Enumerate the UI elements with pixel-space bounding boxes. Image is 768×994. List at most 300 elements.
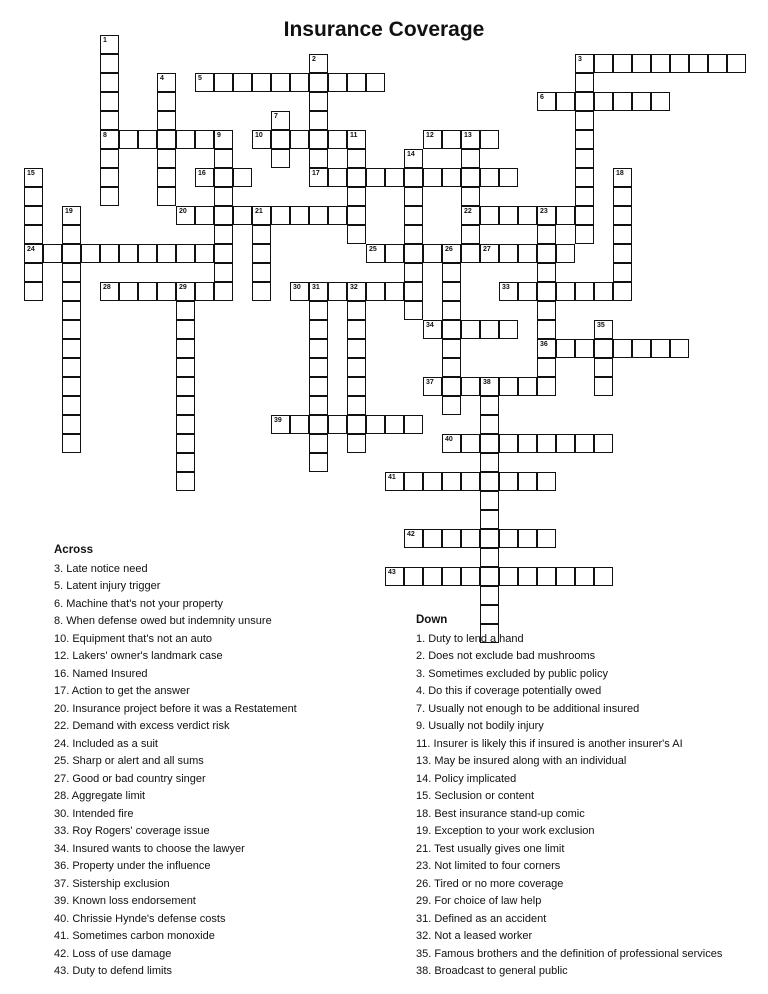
grid-cell[interactable] <box>119 130 138 149</box>
grid-cell[interactable] <box>537 263 556 282</box>
grid-cell[interactable] <box>309 282 328 301</box>
grid-cell[interactable] <box>100 130 119 149</box>
grid-cell[interactable] <box>404 567 423 586</box>
grid-cell[interactable] <box>385 244 404 263</box>
grid-cell[interactable] <box>100 282 119 301</box>
grid-cell[interactable] <box>423 377 442 396</box>
grid-cell[interactable] <box>271 206 290 225</box>
grid-cell[interactable] <box>613 54 632 73</box>
grid-cell[interactable] <box>24 263 43 282</box>
grid-cell[interactable] <box>347 282 366 301</box>
grid-cell[interactable] <box>157 244 176 263</box>
grid-cell[interactable] <box>404 206 423 225</box>
grid-cell[interactable] <box>347 434 366 453</box>
grid-cell[interactable] <box>62 396 81 415</box>
grid-cell[interactable] <box>499 529 518 548</box>
grid-cell[interactable] <box>613 263 632 282</box>
grid-cell[interactable] <box>461 377 480 396</box>
grid-cell[interactable] <box>575 73 594 92</box>
grid-cell[interactable] <box>423 130 442 149</box>
grid-cell[interactable] <box>575 434 594 453</box>
grid-cell[interactable] <box>195 282 214 301</box>
grid-cell[interactable] <box>613 168 632 187</box>
grid-cell[interactable] <box>442 130 461 149</box>
grid-cell[interactable] <box>24 282 43 301</box>
grid-cell[interactable] <box>290 206 309 225</box>
grid-cell[interactable] <box>385 168 404 187</box>
grid-cell[interactable] <box>214 168 233 187</box>
grid-cell[interactable] <box>252 130 271 149</box>
grid-cell[interactable] <box>24 244 43 263</box>
grid-cell[interactable] <box>214 206 233 225</box>
grid-cell[interactable] <box>290 130 309 149</box>
grid-cell[interactable] <box>347 73 366 92</box>
grid-cell[interactable] <box>518 244 537 263</box>
grid-cell[interactable] <box>62 282 81 301</box>
grid-cell[interactable] <box>613 244 632 263</box>
grid-cell[interactable] <box>385 415 404 434</box>
grid-cell[interactable] <box>328 206 347 225</box>
grid-cell[interactable] <box>404 263 423 282</box>
grid-cell[interactable] <box>176 320 195 339</box>
grid-cell[interactable] <box>309 358 328 377</box>
grid-cell[interactable] <box>176 339 195 358</box>
grid-cell[interactable] <box>518 377 537 396</box>
grid-cell[interactable] <box>651 54 670 73</box>
grid-cell[interactable] <box>100 54 119 73</box>
grid-cell[interactable] <box>309 320 328 339</box>
grid-cell[interactable] <box>499 567 518 586</box>
grid-cell[interactable] <box>81 244 100 263</box>
grid-cell[interactable] <box>518 282 537 301</box>
grid-cell[interactable] <box>309 130 328 149</box>
grid-cell[interactable] <box>309 92 328 111</box>
grid-cell[interactable] <box>689 54 708 73</box>
grid-cell[interactable] <box>62 358 81 377</box>
grid-cell[interactable] <box>537 244 556 263</box>
grid-cell[interactable] <box>233 206 252 225</box>
grid-cell[interactable] <box>404 282 423 301</box>
grid-cell[interactable] <box>252 263 271 282</box>
grid-cell[interactable] <box>556 206 575 225</box>
grid-cell[interactable] <box>442 339 461 358</box>
grid-cell[interactable] <box>442 434 461 453</box>
grid-cell[interactable] <box>290 282 309 301</box>
grid-cell[interactable] <box>461 130 480 149</box>
grid-cell[interactable] <box>556 282 575 301</box>
grid-cell[interactable] <box>214 149 233 168</box>
grid-cell[interactable] <box>594 377 613 396</box>
grid-cell[interactable] <box>480 510 499 529</box>
grid-cell[interactable] <box>575 282 594 301</box>
grid-cell[interactable] <box>442 263 461 282</box>
grid-cell[interactable] <box>575 130 594 149</box>
grid-cell[interactable] <box>138 244 157 263</box>
grid-cell[interactable] <box>347 130 366 149</box>
grid-cell[interactable] <box>594 320 613 339</box>
grid-cell[interactable] <box>309 206 328 225</box>
grid-cell[interactable] <box>62 377 81 396</box>
grid-cell[interactable] <box>461 244 480 263</box>
grid-cell[interactable] <box>309 453 328 472</box>
grid-cell[interactable] <box>632 54 651 73</box>
grid-cell[interactable] <box>480 472 499 491</box>
grid-cell[interactable] <box>518 529 537 548</box>
grid-cell[interactable] <box>499 320 518 339</box>
grid-cell[interactable] <box>176 434 195 453</box>
grid-cell[interactable] <box>233 168 252 187</box>
grid-cell[interactable] <box>404 301 423 320</box>
grid-cell[interactable] <box>62 301 81 320</box>
grid-cell[interactable] <box>309 111 328 130</box>
grid-cell[interactable] <box>214 225 233 244</box>
grid-cell[interactable] <box>309 301 328 320</box>
grid-cell[interactable] <box>461 567 480 586</box>
grid-cell[interactable] <box>366 244 385 263</box>
grid-cell[interactable] <box>366 415 385 434</box>
grid-cell[interactable] <box>518 434 537 453</box>
grid-cell[interactable] <box>537 434 556 453</box>
grid-cell[interactable] <box>518 567 537 586</box>
grid-cell[interactable] <box>252 282 271 301</box>
grid-cell[interactable] <box>214 244 233 263</box>
grid-cell[interactable] <box>594 339 613 358</box>
grid-cell[interactable] <box>556 244 575 263</box>
grid-cell[interactable] <box>537 529 556 548</box>
grid-cell[interactable] <box>442 320 461 339</box>
grid-cell[interactable] <box>575 567 594 586</box>
grid-cell[interactable] <box>632 339 651 358</box>
grid-cell[interactable] <box>157 168 176 187</box>
grid-cell[interactable] <box>404 529 423 548</box>
grid-cell[interactable] <box>423 529 442 548</box>
grid-cell[interactable] <box>309 434 328 453</box>
grid-cell[interactable] <box>271 149 290 168</box>
grid-cell[interactable] <box>119 244 138 263</box>
grid-cell[interactable] <box>24 206 43 225</box>
grid-cell[interactable] <box>62 225 81 244</box>
grid-cell[interactable] <box>328 415 347 434</box>
grid-cell[interactable] <box>480 434 499 453</box>
grid-cell[interactable] <box>442 567 461 586</box>
grid-cell[interactable] <box>100 244 119 263</box>
grid-cell[interactable] <box>347 187 366 206</box>
grid-cell[interactable] <box>480 244 499 263</box>
grid-cell[interactable] <box>461 529 480 548</box>
grid-cell[interactable] <box>347 168 366 187</box>
grid-cell[interactable] <box>537 472 556 491</box>
grid-cell[interactable] <box>100 92 119 111</box>
grid-cell[interactable] <box>651 339 670 358</box>
grid-cell[interactable] <box>404 244 423 263</box>
grid-cell[interactable] <box>442 282 461 301</box>
grid-cell[interactable] <box>537 225 556 244</box>
grid-cell[interactable] <box>461 434 480 453</box>
grid-cell[interactable] <box>252 244 271 263</box>
grid-cell[interactable] <box>100 149 119 168</box>
grid-cell[interactable] <box>309 377 328 396</box>
grid-cell[interactable] <box>556 434 575 453</box>
grid-cell[interactable] <box>62 434 81 453</box>
grid-cell[interactable] <box>404 415 423 434</box>
grid-cell[interactable] <box>461 472 480 491</box>
grid-cell[interactable] <box>537 301 556 320</box>
grid-cell[interactable] <box>271 415 290 434</box>
grid-cell[interactable] <box>176 472 195 491</box>
grid-cell[interactable] <box>176 130 195 149</box>
grid-cell[interactable] <box>176 282 195 301</box>
grid-cell[interactable] <box>594 54 613 73</box>
grid-cell[interactable] <box>480 320 499 339</box>
grid-cell[interactable] <box>480 567 499 586</box>
grid-cell[interactable] <box>556 567 575 586</box>
grid-cell[interactable] <box>480 206 499 225</box>
grid-cell[interactable] <box>214 263 233 282</box>
grid-cell[interactable] <box>613 225 632 244</box>
grid-cell[interactable] <box>594 282 613 301</box>
grid-cell[interactable] <box>480 396 499 415</box>
grid-cell[interactable] <box>157 73 176 92</box>
grid-cell[interactable] <box>176 453 195 472</box>
grid-cell[interactable] <box>271 111 290 130</box>
grid-cell[interactable] <box>195 130 214 149</box>
grid-cell[interactable] <box>404 168 423 187</box>
grid-cell[interactable] <box>613 206 632 225</box>
grid-cell[interactable] <box>442 168 461 187</box>
grid-cell[interactable] <box>195 206 214 225</box>
grid-cell[interactable] <box>214 130 233 149</box>
grid-cell[interactable] <box>138 282 157 301</box>
grid-cell[interactable] <box>499 168 518 187</box>
grid-cell[interactable] <box>575 54 594 73</box>
grid-cell[interactable] <box>537 320 556 339</box>
grid-cell[interactable] <box>480 529 499 548</box>
grid-cell[interactable] <box>214 187 233 206</box>
grid-cell[interactable] <box>518 206 537 225</box>
grid-cell[interactable] <box>157 149 176 168</box>
grid-cell[interactable] <box>556 92 575 111</box>
grid-cell[interactable] <box>309 73 328 92</box>
grid-cell[interactable] <box>461 168 480 187</box>
grid-cell[interactable] <box>442 529 461 548</box>
grid-cell[interactable] <box>62 339 81 358</box>
grid-cell[interactable] <box>442 396 461 415</box>
grid-cell[interactable] <box>176 301 195 320</box>
grid-cell[interactable] <box>157 187 176 206</box>
grid-cell[interactable] <box>100 168 119 187</box>
grid-cell[interactable] <box>62 206 81 225</box>
grid-cell[interactable] <box>575 206 594 225</box>
grid-cell[interactable] <box>442 358 461 377</box>
grid-cell[interactable] <box>499 282 518 301</box>
grid-cell[interactable] <box>176 244 195 263</box>
grid-cell[interactable] <box>594 92 613 111</box>
grid-cell[interactable] <box>62 320 81 339</box>
grid-cell[interactable] <box>670 54 689 73</box>
grid-cell[interactable] <box>195 168 214 187</box>
grid-cell[interactable] <box>176 206 195 225</box>
grid-cell[interactable] <box>271 73 290 92</box>
grid-cell[interactable] <box>537 377 556 396</box>
grid-cell[interactable] <box>404 149 423 168</box>
grid-cell[interactable] <box>632 92 651 111</box>
grid-cell[interactable] <box>157 130 176 149</box>
grid-cell[interactable] <box>176 396 195 415</box>
grid-cell[interactable] <box>328 130 347 149</box>
grid-cell[interactable] <box>347 149 366 168</box>
grid-cell[interactable] <box>537 358 556 377</box>
grid-cell[interactable] <box>24 225 43 244</box>
grid-cell[interactable] <box>347 320 366 339</box>
grid-cell[interactable] <box>537 339 556 358</box>
grid-cell[interactable] <box>138 130 157 149</box>
grid-cell[interactable] <box>100 73 119 92</box>
grid-cell[interactable] <box>176 358 195 377</box>
grid-cell[interactable] <box>347 339 366 358</box>
grid-cell[interactable] <box>100 187 119 206</box>
grid-cell[interactable] <box>157 282 176 301</box>
grid-cell[interactable] <box>556 339 575 358</box>
grid-cell[interactable] <box>499 206 518 225</box>
grid-cell[interactable] <box>309 168 328 187</box>
grid-cell[interactable] <box>309 149 328 168</box>
grid-cell[interactable] <box>613 187 632 206</box>
grid-cell[interactable] <box>575 92 594 111</box>
grid-cell[interactable] <box>480 377 499 396</box>
grid-cell[interactable] <box>366 168 385 187</box>
grid-cell[interactable] <box>670 339 689 358</box>
grid-cell[interactable] <box>518 472 537 491</box>
grid-cell[interactable] <box>461 206 480 225</box>
grid-cell[interactable] <box>328 282 347 301</box>
grid-cell[interactable] <box>480 415 499 434</box>
grid-cell[interactable] <box>442 301 461 320</box>
grid-cell[interactable] <box>347 396 366 415</box>
grid-cell[interactable] <box>575 149 594 168</box>
grid-cell[interactable] <box>404 472 423 491</box>
grid-cell[interactable] <box>366 282 385 301</box>
grid-cell[interactable] <box>423 244 442 263</box>
grid-cell[interactable] <box>62 415 81 434</box>
grid-cell[interactable] <box>252 206 271 225</box>
grid-cell[interactable] <box>480 586 499 605</box>
grid-cell[interactable] <box>613 339 632 358</box>
grid-cell[interactable] <box>423 168 442 187</box>
grid-cell[interactable] <box>157 111 176 130</box>
grid-cell[interactable] <box>613 92 632 111</box>
grid-cell[interactable] <box>442 472 461 491</box>
grid-cell[interactable] <box>594 434 613 453</box>
grid-cell[interactable] <box>252 73 271 92</box>
grid-cell[interactable] <box>195 73 214 92</box>
grid-cell[interactable] <box>385 472 404 491</box>
grid-cell[interactable] <box>100 111 119 130</box>
grid-cell[interactable] <box>385 567 404 586</box>
grid-cell[interactable] <box>366 73 385 92</box>
grid-cell[interactable] <box>537 282 556 301</box>
grid-cell[interactable] <box>195 244 214 263</box>
grid-cell[interactable] <box>423 320 442 339</box>
grid-cell[interactable] <box>43 244 62 263</box>
grid-cell[interactable] <box>537 567 556 586</box>
grid-cell[interactable] <box>290 73 309 92</box>
grid-cell[interactable] <box>309 54 328 73</box>
grid-cell[interactable] <box>423 567 442 586</box>
grid-cell[interactable] <box>575 225 594 244</box>
grid-cell[interactable] <box>347 206 366 225</box>
grid-cell[interactable] <box>309 339 328 358</box>
grid-cell[interactable] <box>499 377 518 396</box>
grid-cell[interactable] <box>328 73 347 92</box>
grid-cell[interactable] <box>404 225 423 244</box>
grid-cell[interactable] <box>575 111 594 130</box>
grid-cell[interactable] <box>347 358 366 377</box>
grid-cell[interactable] <box>62 244 81 263</box>
grid-cell[interactable] <box>423 472 442 491</box>
grid-cell[interactable] <box>214 282 233 301</box>
grid-cell[interactable] <box>24 187 43 206</box>
grid-cell[interactable] <box>461 320 480 339</box>
grid-cell[interactable] <box>461 187 480 206</box>
grid-cell[interactable] <box>347 377 366 396</box>
grid-cell[interactable] <box>176 377 195 396</box>
grid-cell[interactable] <box>461 149 480 168</box>
grid-cell[interactable] <box>575 339 594 358</box>
grid-cell[interactable] <box>727 54 746 73</box>
grid-cell[interactable] <box>575 187 594 206</box>
grid-cell[interactable] <box>176 415 195 434</box>
grid-cell[interactable] <box>442 377 461 396</box>
grid-cell[interactable] <box>575 168 594 187</box>
grid-cell[interactable] <box>347 415 366 434</box>
grid-cell[interactable] <box>594 567 613 586</box>
grid-cell[interactable] <box>404 187 423 206</box>
grid-cell[interactable] <box>309 396 328 415</box>
grid-cell[interactable] <box>271 130 290 149</box>
grid-cell[interactable] <box>157 92 176 111</box>
grid-cell[interactable] <box>499 244 518 263</box>
grid-cell[interactable] <box>461 225 480 244</box>
grid-cell[interactable] <box>347 301 366 320</box>
grid-cell[interactable] <box>252 225 271 244</box>
grid-cell[interactable] <box>214 73 233 92</box>
grid-cell[interactable] <box>290 415 309 434</box>
grid-cell[interactable] <box>442 244 461 263</box>
grid-cell[interactable] <box>613 282 632 301</box>
grid-cell[interactable] <box>328 168 347 187</box>
grid-cell[interactable] <box>119 282 138 301</box>
grid-cell[interactable] <box>499 434 518 453</box>
grid-cell[interactable] <box>24 168 43 187</box>
grid-cell[interactable] <box>594 358 613 377</box>
grid-cell[interactable] <box>537 206 556 225</box>
grid-cell[interactable] <box>480 453 499 472</box>
grid-cell[interactable] <box>100 35 119 54</box>
grid-cell[interactable] <box>309 415 328 434</box>
grid-cell[interactable] <box>499 472 518 491</box>
grid-cell[interactable] <box>62 263 81 282</box>
grid-cell[interactable] <box>347 225 366 244</box>
grid-cell[interactable] <box>537 92 556 111</box>
grid-cell[interactable] <box>480 491 499 510</box>
grid-cell[interactable] <box>480 548 499 567</box>
grid-cell[interactable] <box>385 282 404 301</box>
grid-cell[interactable] <box>708 54 727 73</box>
grid-cell[interactable] <box>651 92 670 111</box>
grid-cell[interactable] <box>480 168 499 187</box>
grid-cell[interactable] <box>480 130 499 149</box>
grid-cell[interactable] <box>233 73 252 92</box>
